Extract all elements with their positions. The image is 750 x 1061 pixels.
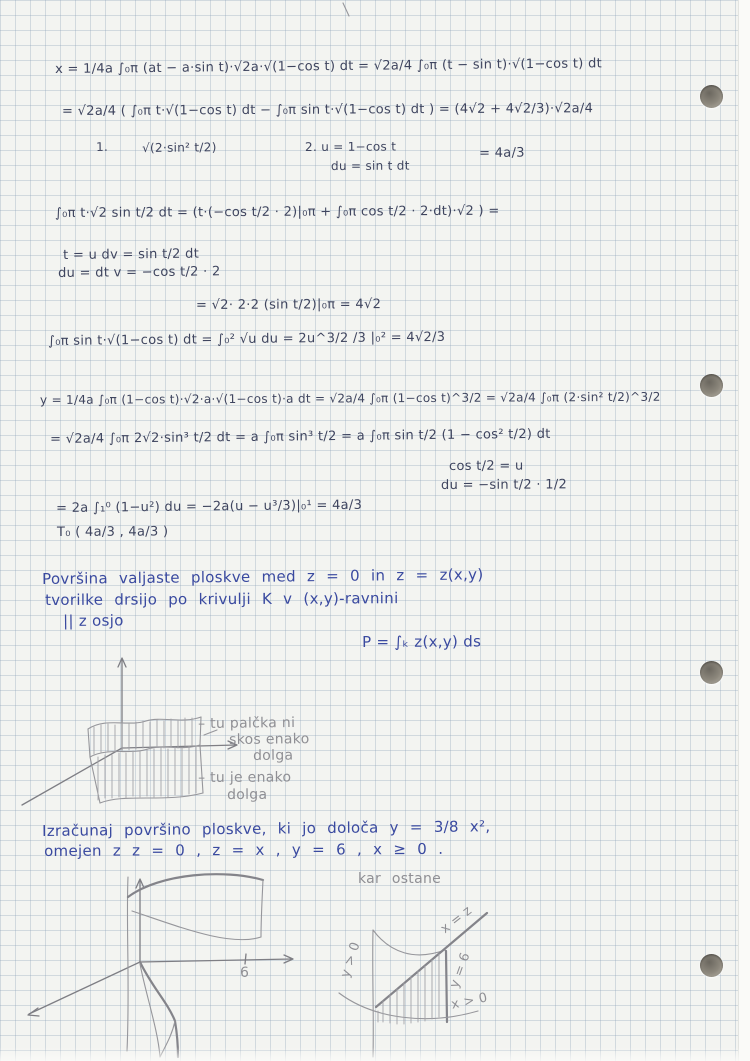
theory-line-2: tvorilke drsijo po krivulji K v (x,y)-ravnini (45, 589, 399, 609)
figure1-label-4: – tu je enako (198, 769, 292, 786)
figure2-tick-label: 6 (240, 965, 250, 981)
math-line-y1: y = 1/4a ∫₀π (1−cos t)·√2·a·√(1−cos t)·a dt = √2a/4 ∫₀π (1−cos t)^3/2 = √2a/4 ∫₀π (2·sin² t/2)^3/2 (40, 389, 661, 407)
figure-remaining-region (335, 895, 515, 1061)
integral1-parts1: t = u dv = sin t/2 dt (63, 246, 200, 263)
note-2: 2. u = 1−cos t (305, 139, 397, 154)
figure3-line-y6: y = 6 (447, 950, 474, 991)
figure-3d-surface (0, 865, 310, 1061)
figure1-label-1: – tu palčka ni (198, 714, 296, 732)
figure3-cond-y: y > 0 (338, 940, 364, 980)
note-1-detail: √(2·sin² t/2) (142, 140, 217, 155)
pencil-tick-top (338, 0, 358, 20)
integral2-line: ∫₀π sin t·√(1−cos t) dt = ∫₀² √u du = 2u^3/2 /3 |₀² = 4√2/3 (48, 329, 446, 349)
figure1-label-2: skos enako (229, 731, 310, 748)
note-result: = 4a/3 (479, 145, 525, 161)
note-2b: du = sin t dt (331, 158, 410, 173)
theory-line-1: Površina valjaste ploskve med z = 0 in z = z(x,y) (42, 565, 484, 588)
math-line-x1: x = 1/4a ∫₀π (at − a·sin t)·√2a·√(1−cos t) dt = √2a/4 ∫₀π (t − sin t)·√(1−cos t) dt (55, 56, 603, 77)
centroid-point: T₀ ( 4a/3 , 4a/3 ) (57, 524, 169, 540)
task-line-1: Izračunaj površino ploskve, ki jo določa y = 3/8 x², (42, 817, 491, 840)
math-line-y3: = 2a ∫₁⁰ (1−u²) du = −2a(u − u³/3)|₀¹ = 4a/3 (56, 497, 363, 516)
integral1-main: ∫₀π t·√2 sin t/2 dt = (t·(−cos t/2 · 2)|₀π + ∫₀π cos t/2 · 2·dt)·√2 ) = (55, 203, 500, 221)
figure3-cond-x: x > 0 (450, 990, 489, 1013)
substitution-2: du = −sin t/2 · 1/2 (441, 477, 568, 493)
note-1: 1. (96, 139, 109, 154)
hole-punch-3 (700, 661, 723, 684)
figure1-label-3: dolga (253, 747, 294, 764)
figure1-label-5: dolga (227, 786, 268, 803)
math-line-y2: = √2a/4 ∫₀π 2√2·sin³ t/2 dt = a ∫₀π sin³ t/2 = a ∫₀π sin t/2 (1 − cos² t/2) dt (50, 426, 551, 447)
page-bottom-fade (0, 1047, 750, 1061)
hole-punch-1 (700, 85, 723, 108)
surface-integral-formula: P = ∫ₖ z(x,y) ds (362, 632, 482, 651)
task-line-2: omejen z z = 0 , z = x , y = 6 , x ≥ 0 . (44, 839, 444, 860)
substitution-1: cos t/2 = u (449, 458, 524, 474)
figure3-title: kar ostane (358, 871, 442, 887)
figure3-line-xz: x = z (438, 903, 475, 937)
math-line-x2: = √2a/4 ( ∫₀π t·√(1−cos t) dt − ∫₀π sin t·√(1−cos t) dt ) = (4√2 + 4√2/3)·√2a/4 (62, 101, 594, 119)
hole-punch-2 (700, 374, 723, 397)
integral1-result: = √2· 2·2 (sin t/2)|₀π = 4√2 (196, 297, 382, 313)
integral1-parts2: du = dt v = −cos t/2 · 2 (58, 264, 221, 281)
page-right-edge (738, 0, 750, 1061)
hole-punch-4 (700, 954, 723, 977)
theory-line-3: || z osjo (63, 611, 124, 630)
